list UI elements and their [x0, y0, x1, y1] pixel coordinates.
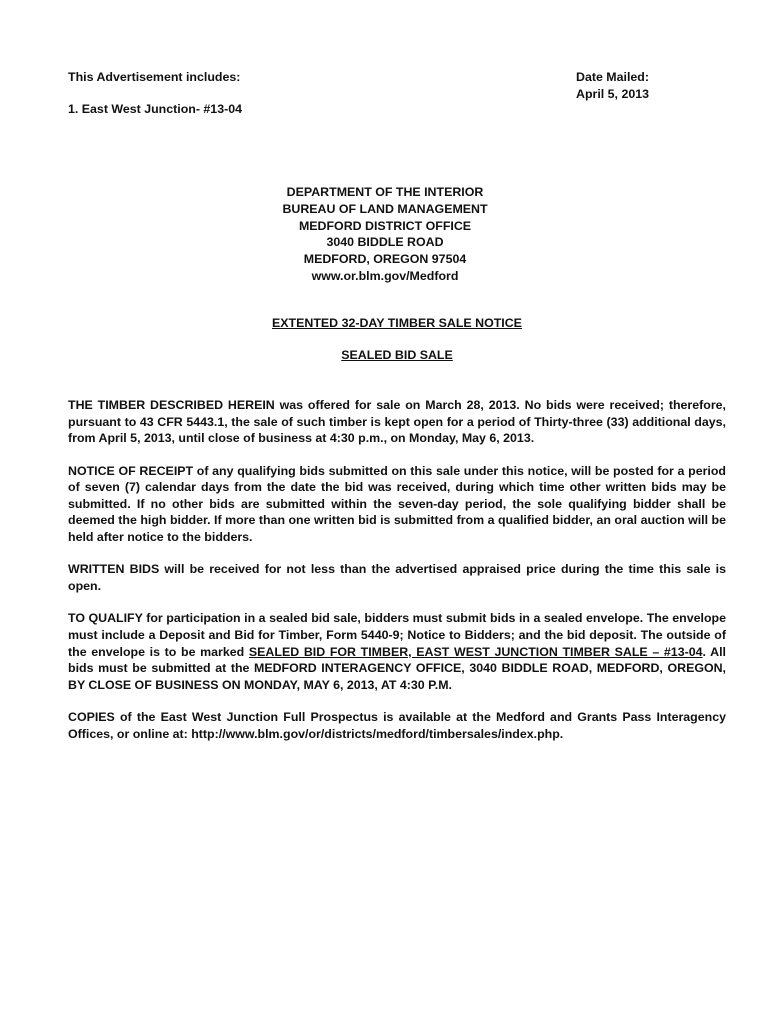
date-mailed-block: [576, 69, 649, 102]
to-qualify-submission: . All bids must be submitted at the MEDFORD INTERAGENCY OFFICE, 3040 BIDDLE ROAD, MEDFORD, OREGON, BY CLOSE OF BUSINESS ON MONDAY, MAY 6, 2013, AT 4:30 P.M.: [68, 644, 726, 692]
paragraph-copies: COPIES of the East West Junction Full Prospectus is available at the Medford and Grants Pass Interagency Offices, or online at: http://www.blm.gov/or/districts/medford/timbersales/index.php.: [68, 710, 726, 741]
paragraph-timber-described: THE TIMBER DESCRIBED HEREIN was offered for sale on March 28, 2013. No bids were received; therefore, pursuant to 43 CFR 5443.1, the sale of such timber is kept open for a period of Thirty-three (33) additional days, from April 5, 2013, until close of business at 4:30 p.m., on Monday, May 6, 2013.: [68, 398, 726, 446]
date-mailed-value: April 5, 2013: [576, 86, 650, 101]
agency-department: DEPARTMENT OF THE INTERIOR: [286, 185, 484, 199]
agency-website: www.or.blm.gov/Medford: [311, 268, 459, 283]
paragraph-notice-of-receipt: NOTICE OF RECEIPT of any qualifying bids submitted on this sale under this notice, will be posted for a period of seven (7) calendar days from the date the bid was received, during which time other written bids may be submitted. If no other bids are submitted within the seven-day period, the sole qualifying bidder shall be deemed the high bidder. If more than one written bid is submitted from a qualified bidder, an oral auction will be held after notice to the bidders.: [68, 463, 726, 544]
paragraph-to-qualify: [68, 610, 726, 693]
envelope-marking: SEALED BID FOR TIMBER, EAST WEST JUNCTION TIMBER SALE – #13-04: [248, 644, 703, 659]
agency-street: 3040 BIDDLE ROAD: [326, 235, 444, 250]
date-mailed-label: Date Mailed:: [576, 70, 649, 84]
agency-office: MEDFORD DISTRICT OFFICE: [298, 218, 472, 233]
advertisement-item: 1. East West Junction- #13-04: [68, 102, 242, 116]
agency-address-block: [0, 184, 770, 285]
agency-city: MEDFORD, OREGON 97504: [303, 252, 467, 267]
agency-bureau: BUREAU OF LAND MANAGEMENT: [282, 201, 488, 216]
paragraph-written-bids: WRITTEN BIDS will be received for not less than the advertised appraised price during the time this sale is open.: [68, 562, 726, 593]
advertisement-includes-label: This Advertisement includes:: [68, 70, 241, 84]
notice-title: EXTENTED 32-DAY TIMBER SALE NOTICE: [272, 316, 522, 330]
notice-body: [68, 397, 726, 758]
sale-type-heading: SEALED BID SALE: [341, 348, 453, 362]
to-qualify-intro: TO QUALIFY for participation in a sealed bid sale, bidders must submit bids in a sealed envelope. The envelope must include a Deposit and Bid for Timber, Form 5440-9; Notice to Bidders; and the bid deposit. The outside of the envelope is to be marked: [68, 611, 726, 659]
